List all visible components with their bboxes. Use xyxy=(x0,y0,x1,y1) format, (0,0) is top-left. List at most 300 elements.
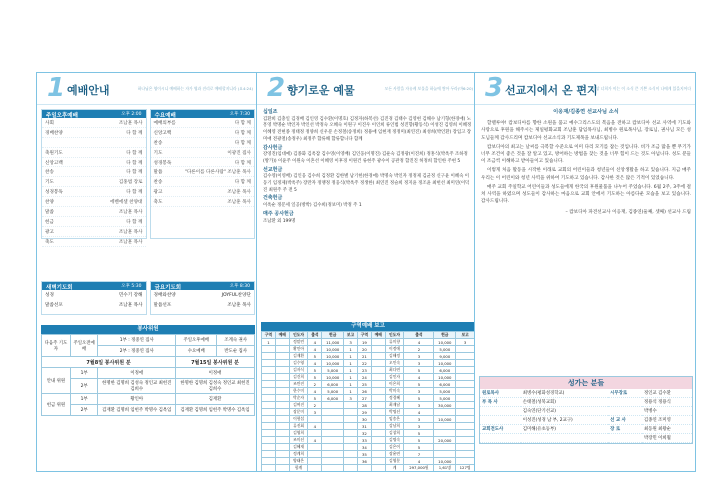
table-cell xyxy=(344,444,358,451)
table-cell: 4 xyxy=(404,409,434,416)
sunday-service-time: 오후 2:00 xyxy=(121,112,142,117)
table-cell: 21 xyxy=(357,353,371,360)
table-cell xyxy=(357,465,371,472)
table-row xyxy=(42,394,255,405)
table-row xyxy=(42,405,255,416)
table-cell: 1 xyxy=(344,360,358,367)
table-cell: 6,000 xyxy=(322,381,344,388)
wednesday-row xyxy=(151,138,255,148)
table-cell xyxy=(456,388,475,395)
table-cell: 류진회 xyxy=(289,423,308,430)
table-cell xyxy=(371,353,385,360)
table-cell: 31 xyxy=(357,423,371,430)
sunday-row-label: 헌금 xyxy=(45,219,54,225)
section-number: 2 xyxy=(267,73,286,103)
table-cell: 오인숙 xyxy=(385,360,404,367)
table-cell xyxy=(371,374,385,381)
table-row xyxy=(262,423,475,430)
table-cell: 10,000 xyxy=(322,353,344,360)
wednesday-row xyxy=(151,118,255,128)
table-cell xyxy=(262,437,276,444)
table-cell: 3 xyxy=(308,409,322,416)
table-cell: 양태은 xyxy=(289,458,308,465)
table-cell xyxy=(344,458,358,465)
role-label: 교회전도사 xyxy=(480,425,521,434)
sunday-row-value: 다 함 께 xyxy=(126,190,143,196)
table-cell: 김재환 김명희 임헌주 박명수 김옥임 xyxy=(98,405,176,416)
table-cell xyxy=(322,423,344,430)
table-cell xyxy=(275,430,289,437)
table-row xyxy=(262,339,475,346)
role-label xyxy=(480,416,521,425)
sunday-row xyxy=(42,187,146,197)
table-cell xyxy=(322,430,344,437)
friday-prayer-title: 금요기도회 xyxy=(154,285,182,291)
table-cell: 3 xyxy=(404,423,434,430)
table-cell: 조미선 xyxy=(289,437,308,444)
table-cell: 강남희 xyxy=(385,423,404,430)
wednesday-row-label: 예배의부름 xyxy=(153,121,176,126)
table-cell xyxy=(262,346,276,353)
wednesday-service-title: 수요예배 xyxy=(154,113,176,119)
table-cell: 34 xyxy=(357,444,371,451)
table-cell: 6,000 xyxy=(434,367,456,374)
table-cell: 7 xyxy=(404,451,434,458)
offering-entry xyxy=(263,109,473,144)
offering-names: 조남환 외 199명 xyxy=(263,218,296,224)
wednesday-row-value: 다 함 께 xyxy=(234,180,251,186)
table-cell xyxy=(371,423,385,430)
role-label xyxy=(608,407,642,416)
table-cell: 3 xyxy=(404,402,434,409)
saints-box xyxy=(479,376,693,444)
table-cell: 임송은 xyxy=(385,416,404,423)
dawn-row xyxy=(42,290,146,300)
role-value: 손태철(성북교회) xyxy=(521,398,608,407)
table-cell xyxy=(262,465,276,472)
saints-title: 성가는 분들 xyxy=(480,377,692,389)
table-cell: 3 xyxy=(404,416,434,423)
friday-row xyxy=(151,300,255,310)
table-cell: 5 xyxy=(308,395,322,402)
wednesday-row-label: 신앙고백 xyxy=(153,130,172,136)
table-cell xyxy=(308,430,322,437)
table-cell: 1 xyxy=(344,346,358,353)
wednesday-row xyxy=(151,187,255,197)
sunday-row-value: 에벤에셀 찬양대 xyxy=(109,200,143,206)
mission-panel xyxy=(474,72,696,472)
table-cell xyxy=(322,402,344,409)
section-title: 예배안내 xyxy=(67,84,110,97)
table-cell: 2부 : 정중연 집사 xyxy=(98,346,176,357)
friday-prayer-time: 오후 8:30 xyxy=(229,284,250,289)
table-cell xyxy=(434,444,456,451)
table-cell: 36 xyxy=(357,458,371,465)
table-cell xyxy=(344,437,358,444)
dawn-row-label: 말씀선포 xyxy=(45,303,63,308)
offering-entry xyxy=(263,195,473,209)
table-cell xyxy=(434,423,456,430)
column-header: 출석 xyxy=(404,332,434,339)
offering-header xyxy=(257,73,477,105)
sunday-row xyxy=(42,237,146,247)
table-cell: 김창희 xyxy=(385,430,404,437)
table-cell: 김재환 xyxy=(176,394,255,405)
table-cell: 1 xyxy=(344,388,358,395)
cell-group-report-title: 구역예배 보고 xyxy=(261,322,475,331)
table-cell: 3 xyxy=(344,339,358,346)
wednesday-row-value: 조남훈 목사 xyxy=(227,190,251,196)
table-cell xyxy=(371,360,385,367)
friday-row-value: JOYFUL찬양단 xyxy=(221,293,251,298)
table-header-row xyxy=(262,332,475,339)
table-cell: 35 xyxy=(357,451,371,458)
worship-panel xyxy=(36,72,258,472)
wednesday-row-value: "다른이를 다른사람" 조남훈 목사 xyxy=(184,170,251,176)
column-header: 인도자 xyxy=(385,332,404,339)
table-cell: 28 xyxy=(357,402,371,409)
table-cell: 4 xyxy=(308,423,322,430)
table-cell: 이정애 xyxy=(98,368,176,379)
offering-entry xyxy=(263,167,473,195)
table-cell: 3 xyxy=(456,339,475,346)
letter-paragraph: 할렐루야! 캄보디아를 향한 소원을 품고 예수그리스도의 복음을 전하고 캄보디아 선교 사역에 기도와 사랑으로 후원을 해주시는 제일평화교회 조남훈 담임목사님, 최병수 원로목사님, 장로님, 권사님 모든 성도님들께 감사드리며 캄보디아 선교소식과 기도제목을 보내드립니다. xyxy=(481,121,691,141)
table-cell: 127명 xyxy=(456,465,475,472)
table-cell: 9,000 xyxy=(434,353,456,360)
column-header: 구역 xyxy=(357,332,371,339)
table-cell xyxy=(344,416,358,423)
sunday-row xyxy=(42,138,146,148)
wednesday-row-value: 이광진 집사 xyxy=(227,150,251,156)
section-title: 향기로운 예물 xyxy=(287,84,355,97)
table-cell: 김명숙 xyxy=(385,437,404,444)
offering-entry xyxy=(263,145,473,166)
role-value: 정용석 정용식 xyxy=(642,398,692,407)
wednesday-row-value: 조남훈 목사 xyxy=(227,200,251,206)
table-cell xyxy=(262,444,276,451)
table-row xyxy=(262,409,475,416)
role-label xyxy=(608,398,642,407)
table-cell: 30,000 xyxy=(434,402,456,409)
table-row xyxy=(480,425,692,434)
role-label: 부 목 사 xyxy=(480,398,521,407)
offering-names: 김환희 김충일 김경배 김인영 김수환(이명호) 김정자(하복선) 김진경 김태수 김영현 김해수 남기형(한경애) 노흥영 박명순 박인자 박인선 박정숙 오혜숙 이원구 이진우 이인희 류인범 성진향(황동석) 이성진 김영희 이혜정 이혜영 전현종 정태정 정양희 신우분 손정철(송정희) 정용애 임현재 정정미(최연진) 최성희(박인환) 장입고 장미애 전광철(송정우) 최정주 합류해 합류합니다 함께 xyxy=(263,116,472,142)
table-cell xyxy=(344,465,358,472)
table-cell: 2 xyxy=(404,346,434,353)
table-row xyxy=(42,335,255,346)
table-row xyxy=(42,357,255,368)
table-cell: 한수미 xyxy=(289,388,308,395)
table-row xyxy=(262,437,475,444)
table-cell xyxy=(456,409,475,416)
sunday-row-label: 말씀 xyxy=(45,210,54,216)
sunday-service xyxy=(41,109,147,245)
service-table xyxy=(41,334,255,416)
offering-heading: 건축헌금 xyxy=(263,195,283,202)
table-cell xyxy=(262,360,276,367)
table-cell xyxy=(434,451,456,458)
table-cell xyxy=(456,374,475,381)
table-cell: 다음주 기도자 xyxy=(42,335,71,357)
table-row xyxy=(262,444,475,451)
table-row xyxy=(42,368,255,379)
table-cell xyxy=(308,416,322,423)
table-cell: 3 xyxy=(404,353,434,360)
table-cell: 조계숙 권사 xyxy=(217,335,255,346)
table-cell: 황인아 xyxy=(98,394,176,405)
table-cell: 4 xyxy=(308,360,322,367)
column-header: 인도자 xyxy=(289,332,308,339)
table-cell: 장문미 xyxy=(289,409,308,416)
table-cell: 22 xyxy=(357,360,371,367)
table-cell xyxy=(308,451,322,458)
wednesday-service-time: 오후 7:30 xyxy=(229,112,250,117)
table-cell: 김여진 xyxy=(289,402,308,409)
table-cell xyxy=(275,437,289,444)
table-row xyxy=(262,451,475,458)
wednesday-service xyxy=(150,109,256,239)
offering-entry xyxy=(263,211,473,225)
table-cell xyxy=(275,353,289,360)
letter-title: 이응재/김종연 선교사님 소식 xyxy=(553,109,619,115)
table-cell: 2 xyxy=(308,402,322,409)
wednesday-row-label: 광고 xyxy=(153,190,163,196)
table-cell: 김은이 xyxy=(385,444,404,451)
table-cell: 김영분 xyxy=(385,458,404,465)
table-cell: 5 xyxy=(404,381,434,388)
table-row xyxy=(480,407,692,416)
section-title: 선교지에서 온 편지 xyxy=(505,84,598,97)
table-cell: 6,000 xyxy=(434,381,456,388)
table-cell: 10,000 xyxy=(434,360,456,367)
wednesday-row xyxy=(151,148,255,158)
table-cell: 김재환 김명희 임헌주 박명수 김옥임 xyxy=(176,405,255,416)
sunday-row xyxy=(42,207,146,217)
sunday-row xyxy=(42,227,146,237)
column-header: 출석 xyxy=(308,332,322,339)
table-cell: 이형섭 xyxy=(289,416,308,423)
offering-panel xyxy=(256,72,478,472)
table-cell: 조만진 xyxy=(289,381,308,388)
table-cell: 23 xyxy=(357,367,371,374)
role-value xyxy=(521,434,608,443)
table-cell: 한명한 김명희 김성숙 정인교 최헌진 김희수 xyxy=(98,379,176,394)
table-row xyxy=(480,398,692,407)
table-cell: 10,000 xyxy=(434,458,456,465)
role-label: 선 교 사 xyxy=(608,416,642,425)
table-cell: 4 xyxy=(404,339,434,346)
offering-list xyxy=(263,109,473,226)
table-cell: 5 xyxy=(404,444,434,451)
table-cell: 황인아 xyxy=(289,346,308,353)
table-cell: 3 xyxy=(404,388,434,395)
sunday-row-value: 김홍범 장로 xyxy=(118,180,143,186)
table-cell xyxy=(456,437,475,444)
table-cell xyxy=(275,367,289,374)
table-cell xyxy=(275,458,289,465)
table-row xyxy=(262,416,475,423)
table-cell: 29 xyxy=(357,409,371,416)
table-cell xyxy=(275,402,289,409)
wednesday-row-label: 성경봉독 xyxy=(153,160,172,166)
table-cell xyxy=(456,381,475,388)
dawn-row-label: 성경 xyxy=(45,293,54,298)
table-cell: 5 xyxy=(308,367,322,374)
table-cell xyxy=(262,423,276,430)
wednesday-row-label: 찬송 xyxy=(153,140,163,146)
table-cell: 10,000 xyxy=(322,374,344,381)
section-subtitle: 항상 너희가 이는 이 소식 큰 기쁜 소식이 나에게 있을지어다 xyxy=(592,86,691,91)
table-cell xyxy=(262,416,276,423)
wednesday-service-bar xyxy=(151,110,255,118)
table-cell xyxy=(322,458,344,465)
column-header: 헌금 xyxy=(322,332,344,339)
table-cell: 10,000 xyxy=(322,346,344,353)
sunday-service-bar xyxy=(42,110,146,118)
table-cell: 4 xyxy=(404,458,434,465)
table-cell: 주일오후예배 xyxy=(176,335,217,346)
table-cell: 최재남 xyxy=(385,402,404,409)
friday-prayer xyxy=(150,281,256,315)
dawn-prayer-bar xyxy=(42,282,146,290)
table-cell xyxy=(371,367,385,374)
table-cell: 20,000 xyxy=(434,437,456,444)
table-cell xyxy=(262,395,276,402)
offering-heading: 십일조 xyxy=(263,109,278,115)
table-row xyxy=(262,381,475,388)
table-cell: 김재환 xyxy=(289,353,308,360)
table-cell xyxy=(456,367,475,374)
friday-row-value: 조남훈 목사 xyxy=(227,303,251,308)
dawn-row-value: 민수기 강해 xyxy=(118,293,143,298)
table-cell: 이정애 xyxy=(176,368,255,379)
table-cell: 1 xyxy=(344,353,358,360)
sunday-row-label: 찬송 xyxy=(45,170,54,176)
table-cell: 1부 : 정중연 집사 xyxy=(98,335,176,346)
sunday-row-value: 조남훈 목사 xyxy=(118,239,143,245)
table-cell: 5 xyxy=(404,430,434,437)
role-value: 정인교 김수환 xyxy=(642,389,692,398)
table-row xyxy=(262,465,475,472)
table-row xyxy=(262,367,475,374)
table-cell xyxy=(275,395,289,402)
table-cell: 5,000 xyxy=(434,346,456,353)
table-cell xyxy=(262,381,276,388)
table-row xyxy=(262,458,475,465)
table-cell xyxy=(371,409,385,416)
table-cell: 김혜재 xyxy=(289,444,308,451)
table-cell xyxy=(371,437,385,444)
table-cell: 박미숙 xyxy=(385,388,404,395)
table-cell: 5 xyxy=(404,367,434,374)
table-cell xyxy=(322,409,344,416)
table-cell xyxy=(322,437,344,444)
table-cell: 20 xyxy=(357,346,371,353)
table-cell: 1 xyxy=(344,367,358,374)
table-cell: 3 xyxy=(404,360,434,367)
sunday-row xyxy=(42,177,146,187)
table-cell xyxy=(344,423,358,430)
dawn-prayer-title: 새벽기도회 xyxy=(46,285,73,291)
letter-paragraphs xyxy=(481,120,691,205)
table-cell xyxy=(344,451,358,458)
sunday-row-label: 찬양 xyxy=(45,200,54,206)
table-cell xyxy=(344,402,358,409)
table-row xyxy=(480,416,692,425)
table-cell xyxy=(275,423,289,430)
section-subtitle: 하나님은 영이시니 예배하는 자가 영과 진리로 예배할지니라 (요4:24) xyxy=(137,86,253,91)
table-row xyxy=(262,430,475,437)
table-cell: 김건희 xyxy=(289,374,308,381)
wednesday-row-value: 다 함 께 xyxy=(234,130,251,136)
offering-heading: 감사헌금 xyxy=(263,144,283,151)
sunday-row-value: 다 함 께 xyxy=(126,130,143,136)
table-row xyxy=(262,346,475,353)
letter-paragraph: 이렇게 처음 활동을 시작한 이래로 교회의 어린이들과 청년들이 신앙생활을 하고 있습니다. 지금 매주 우리는 이 어린이와 청년 사역을 위하여 기도하고 있습니다. 감사한 것은 많은 기적이 있었습니다. xyxy=(481,168,691,181)
table-cell xyxy=(262,458,276,465)
table-cell: 1 xyxy=(344,381,358,388)
mission-header xyxy=(475,73,695,105)
table-cell xyxy=(371,465,385,472)
column-header: 보고 xyxy=(344,332,358,339)
table-cell xyxy=(434,409,456,416)
sunday-row xyxy=(42,158,146,168)
table-cell xyxy=(262,367,276,374)
table-row xyxy=(480,434,692,443)
table-cell: 5,000 xyxy=(322,367,344,374)
table-cell: 5 xyxy=(308,353,322,360)
letter-paragraph: 매주 교회 주일학교 어린이들과 성도들에게 한국의 후원물품을 나누어 주었습니다. 6월 2주, 3주에 걸쳐 사역을 하였으며 성도들이 감사하는 마음으로 교회 안에서 기도하는 아름다운 모습을 보고 있습니다. 감사드립니다. xyxy=(481,184,691,205)
role-value: 최병수(평화성경학교) xyxy=(521,389,608,398)
table-cell: 4 xyxy=(308,437,322,444)
table-cell xyxy=(456,360,475,367)
sunday-row-label: 광고 xyxy=(45,229,54,235)
cell-group-table xyxy=(261,331,475,472)
offering-names: 강영진(임대예) 김종화 김옥잠 김수영(이영배) 김인웅(이명진) 김운숙 김정광(이진희) 정홍식(박옥주 조하정(방가)) 이윤주 이원숙 이혼선 이혜영 이후경 이원건 류현주 광수이 공관정 합진진 허정희 합인한 주현 5 xyxy=(263,152,468,164)
table-cell: 10,000 xyxy=(434,339,456,346)
table-cell: 주일오전예배 xyxy=(70,335,98,357)
sunday-row-label: 성경봉독 xyxy=(45,190,63,196)
table-row xyxy=(262,360,475,367)
table-cell: 장윤연 xyxy=(385,451,404,458)
table-cell: 4 xyxy=(308,339,322,346)
table-cell xyxy=(275,346,289,353)
table-cell xyxy=(322,444,344,451)
table-cell xyxy=(456,458,475,465)
wednesday-row xyxy=(151,197,255,207)
role-label xyxy=(608,434,642,443)
table-cell xyxy=(322,465,344,472)
table-cell xyxy=(456,444,475,451)
friday-row-label: 경배와찬양 xyxy=(153,293,176,298)
table-cell: 24 xyxy=(357,374,371,381)
sunday-row-label: 기도 xyxy=(45,180,54,186)
table-cell: 27 xyxy=(357,395,371,402)
table-cell: 10,000 xyxy=(322,360,344,367)
table-cell xyxy=(275,381,289,388)
table-cell: 1부 xyxy=(70,394,98,405)
table-cell: 김자식 xyxy=(289,367,308,374)
table-cell: 이은희 xyxy=(385,381,404,388)
wednesday-row-value: 다 함 께 xyxy=(234,160,251,166)
table-cell xyxy=(371,458,385,465)
section-number: 1 xyxy=(47,73,66,103)
table-cell: 헌금 위원 xyxy=(42,394,71,416)
sunday-row-value: 조남훈 목사 xyxy=(118,210,143,216)
wednesday-row-label: 축도 xyxy=(153,200,163,206)
column-header: 헌금 xyxy=(434,332,456,339)
table-cell xyxy=(262,402,276,409)
